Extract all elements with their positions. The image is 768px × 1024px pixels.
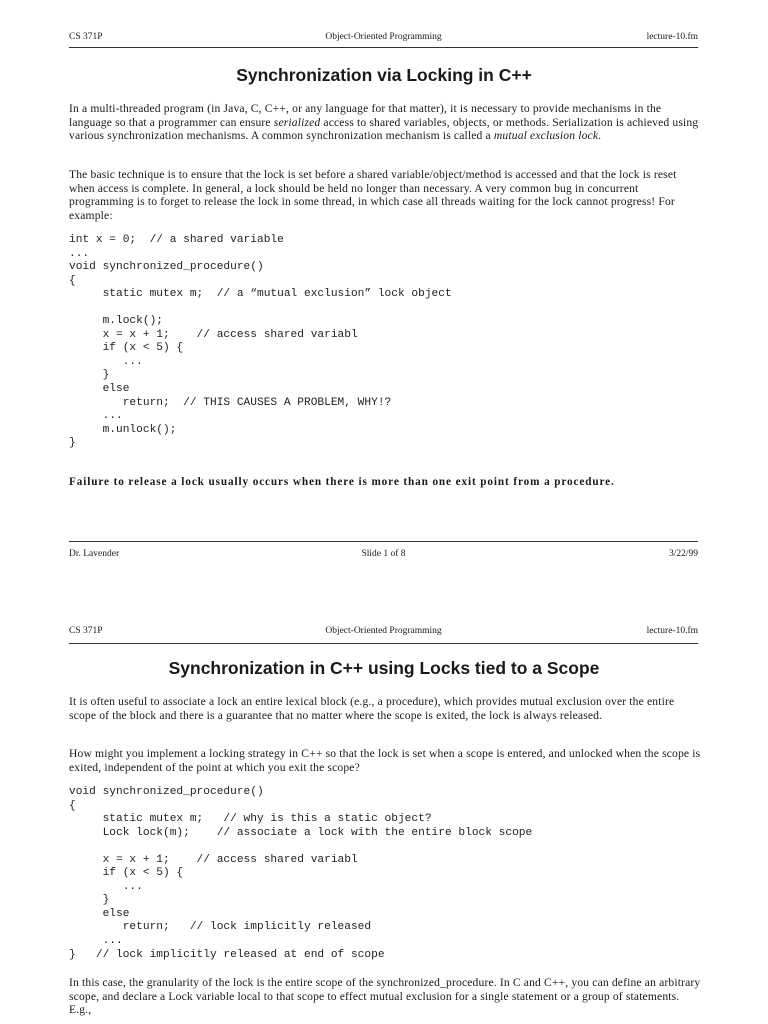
course-title: Object-Oriented Programming bbox=[325, 32, 442, 42]
file-name: lecture-10.fm bbox=[646, 626, 698, 636]
slide1-note: Failure to release a lock usually occurs when there is more than one exit point from a procedure. bbox=[69, 476, 615, 488]
slide2-paragraph-1: It is often useful to associate a lock an entire lexical block (e.g., a procedure), which provides mutual exclusion over the entire scope of the block and there is a guarantee that no matter where the scope is exited, the lock is always released. bbox=[69, 695, 675, 722]
course-title: Object-Oriented Programming bbox=[325, 626, 442, 636]
slide2-paragraph-2: How might you implement a locking strategy in C++ so that the lock is set when a scope is entered, and unlocked when the scope is exited, independent of the point at which you exit the scope? bbox=[69, 747, 701, 774]
slide1-paragraph-1: In a multi-threaded program (in Java, C, C++, or any language for that matter), it is necessary to provide mechanisms in the language so that a programmer can ensure serialized access to shared variables, objects, or methods. Serialization is achieved using various synchronization mechanisms. A common synchronization mechanism is called a mutual exclusion lock. bbox=[69, 102, 699, 143]
slide1-title: Synchronization via Locking in C++ bbox=[236, 65, 532, 85]
course-code: CS 371P bbox=[69, 32, 103, 42]
slide2-code-block: void synchronized_procedure() { static mutex m; // why is this a static object? Lock lock(m); // associate a lock with the entire block scope x = x + 1; // access shared variabl if (x < 5) { ... } else return; // lock implicitly released ... } // lock implicitly released at end of scope bbox=[69, 786, 533, 961]
slide1-code-block: int x = 0; // a shared variable ... void synchronized_procedure() { static mutex m; // a “mutual exclusion” lock object m.lock(); x = x + 1; // access shared variabl if (x < 5) { ... } else return; // THIS CAUSES A PROBLEM, WHY!? ... m.unlock(); } bbox=[69, 234, 452, 450]
author: Dr. Lavender bbox=[69, 549, 120, 559]
slide-number: Slide 1 of 8 bbox=[361, 549, 406, 559]
header-rule bbox=[69, 643, 698, 644]
header-rule bbox=[69, 47, 698, 48]
slide1-paragraph-2: The basic technique is to ensure that the lock is set before a shared variable/object/method is accessed and that the lock is reset when access is complete. In general, a lock should be held no longer than necessary. A very common bug in concurrent programming is to forget to release the lock in some thread, in which case all threads waiting for the lock cannot progress! For example: bbox=[69, 168, 677, 222]
file-name: lecture-10.fm bbox=[646, 32, 698, 42]
slide2-paragraph-3: In this case, the granularity of the lock is the entire scope of the synchronized_procedure. In C and C++, you can define an arbitrary scope, and declare a Lock variable local to that scope to effect mutual exclusion for a single statement or a group of statements. E.g., bbox=[69, 976, 701, 1017]
course-code: CS 371P bbox=[69, 626, 103, 636]
footer-rule bbox=[69, 541, 698, 542]
slide2-title: Synchronization in C++ using Locks tied to a Scope bbox=[168, 658, 600, 678]
date: 3/22/99 bbox=[668, 549, 698, 559]
